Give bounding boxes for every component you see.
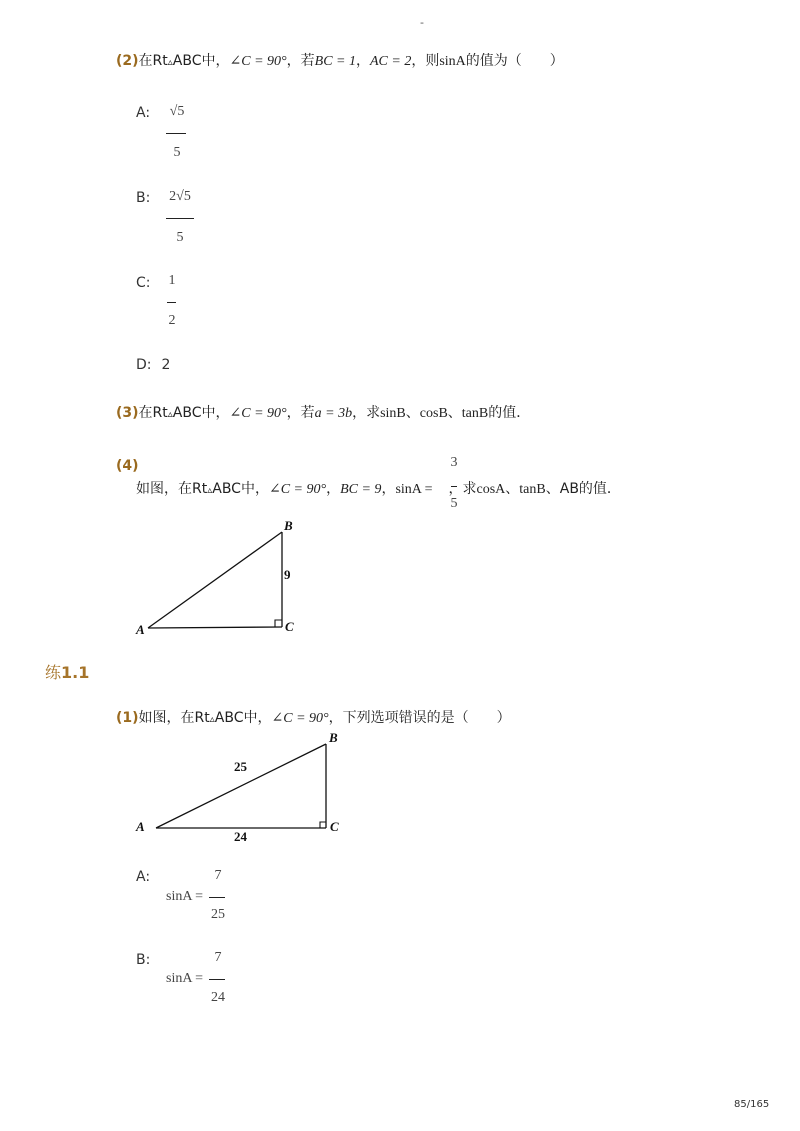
stem-text: ，	[381, 481, 396, 497]
triangle-figure-practice-1	[130, 728, 350, 848]
question-3-stem	[116, 402, 530, 422]
sin-expression: sinA =	[395, 482, 433, 497]
angle-expression: ∠C = 90°	[268, 482, 327, 497]
option-b-label[interactable]: B:	[136, 190, 151, 206]
side-ab	[156, 744, 326, 828]
option-c-numerator: 1	[168, 273, 176, 288]
stem-text: ，则	[411, 53, 440, 69]
condition-expression: a = 3b	[314, 406, 353, 421]
side-ab	[148, 532, 282, 628]
option-a-numerator: √5	[169, 104, 185, 119]
practice-option-a-numerator: 7	[214, 868, 222, 883]
triangle-icon: ▵	[167, 409, 173, 420]
sin-numerator: 3	[450, 455, 458, 470]
option-b-denominator: 5	[176, 230, 184, 245]
vertex-a-label: A	[136, 622, 145, 637]
option-a-denominator: 5	[173, 145, 181, 160]
angle-expression: ∠C = 90°	[229, 406, 287, 421]
practice-option-b-denominator: 24	[211, 990, 225, 1005]
cosa-expression: cosA	[476, 482, 506, 497]
question-number: (4)	[116, 458, 139, 474]
practice-option-a-label[interactable]: A:	[136, 869, 151, 885]
question-number: (1)	[116, 710, 139, 726]
sinb-expression: sinB	[380, 406, 406, 421]
stem-text: ，若	[286, 53, 315, 69]
bc-expression: BC = 9	[340, 482, 382, 497]
fraction-bar	[451, 486, 457, 487]
option-d-value: 2	[161, 357, 171, 373]
angle-expression: ∠C = 90°	[229, 54, 287, 69]
side-ac-label: 24	[234, 829, 247, 844]
option-a-label[interactable]: A:	[136, 105, 151, 121]
triangle-figure-4	[130, 514, 310, 640]
option-label-text: D:	[136, 357, 152, 373]
practice-option-a-lhs: sinA =	[166, 889, 204, 904]
stem-text: 、	[505, 481, 520, 497]
option-d-label[interactable]	[136, 357, 170, 373]
stem-text: 、AB的值．	[545, 481, 621, 497]
option-c-label[interactable]: C:	[136, 275, 151, 291]
triangle-icon: ▵	[167, 57, 173, 68]
stem-text: ，求	[352, 405, 381, 421]
practice-option-b-numerator: 7	[214, 950, 222, 965]
stem-text: 在Rt	[138, 405, 168, 421]
fraction-bar	[209, 979, 225, 980]
stem-text: 、	[405, 405, 420, 421]
stem-text: 的值为（ ）	[465, 53, 564, 69]
vertex-c-label: C	[330, 819, 339, 834]
stem-text: 的值．	[488, 405, 531, 421]
fraction-bar	[166, 218, 194, 219]
stem-text: ，求	[448, 481, 477, 497]
practice-option-a-denominator: 25	[211, 907, 225, 922]
question-number: (2)	[116, 53, 139, 69]
side-bc-label: 9	[284, 567, 291, 582]
stem-text: ABC中，	[172, 405, 230, 421]
option-c-denominator: 2	[168, 313, 176, 328]
triangle-icon: ▵	[209, 714, 215, 725]
stem-text: 、	[447, 405, 462, 421]
stem-text: ，	[326, 481, 341, 497]
stem-text: 在Rt	[138, 53, 168, 69]
ac-expression: AC = 2	[369, 54, 412, 69]
stem-text: ，	[355, 53, 370, 69]
cosb-expression: cosB	[419, 406, 448, 421]
vertex-c-label: C	[285, 619, 294, 634]
question-4-stem	[136, 478, 621, 498]
fraction-bar	[209, 897, 225, 898]
practice-question-1-stem	[116, 707, 511, 727]
vertex-b-label: B	[284, 518, 293, 533]
tanb-expression: tanB	[519, 482, 546, 497]
practice-option-b-lhs: sinA =	[166, 971, 204, 986]
stem-text: ，下列选项错误的是（ ）	[328, 710, 511, 726]
practice-heading	[45, 660, 89, 683]
option-b-numerator: 2√5	[169, 189, 191, 204]
heading-prefix: 练	[45, 663, 62, 682]
stem-text: 如图，在Rt	[136, 481, 208, 497]
bc-expression: BC = 1	[314, 54, 356, 69]
question-number: (3)	[116, 405, 139, 421]
page-number: 85/165	[734, 1099, 770, 1110]
stem-text: ABC中，	[214, 710, 272, 726]
angle-expression: ∠C = 90°	[271, 711, 329, 726]
fraction-bar	[167, 302, 176, 303]
side-ac	[148, 627, 282, 628]
side-ab-label: 25	[234, 759, 247, 774]
vertex-a-label: A	[136, 819, 145, 834]
sin-denominator: 5	[450, 496, 458, 511]
right-angle-mark	[275, 620, 282, 627]
tanb-expression: tanB	[461, 406, 489, 421]
header-mark: -	[420, 16, 424, 29]
sin-expression: sinA	[439, 54, 466, 69]
vertex-b-label: B	[329, 730, 338, 745]
heading-number: 1.1	[61, 663, 90, 682]
practice-option-b-label[interactable]: B:	[136, 952, 151, 968]
stem-text: ABC中，	[212, 481, 269, 497]
question-2-stem	[116, 50, 564, 70]
stem-text: 如图，在Rt	[138, 710, 210, 726]
triangle-icon: ▵	[207, 485, 213, 496]
fraction-bar	[166, 133, 186, 134]
right-angle-mark	[320, 822, 326, 828]
stem-text: ，若	[286, 405, 315, 421]
stem-text: ABC中，	[172, 53, 230, 69]
